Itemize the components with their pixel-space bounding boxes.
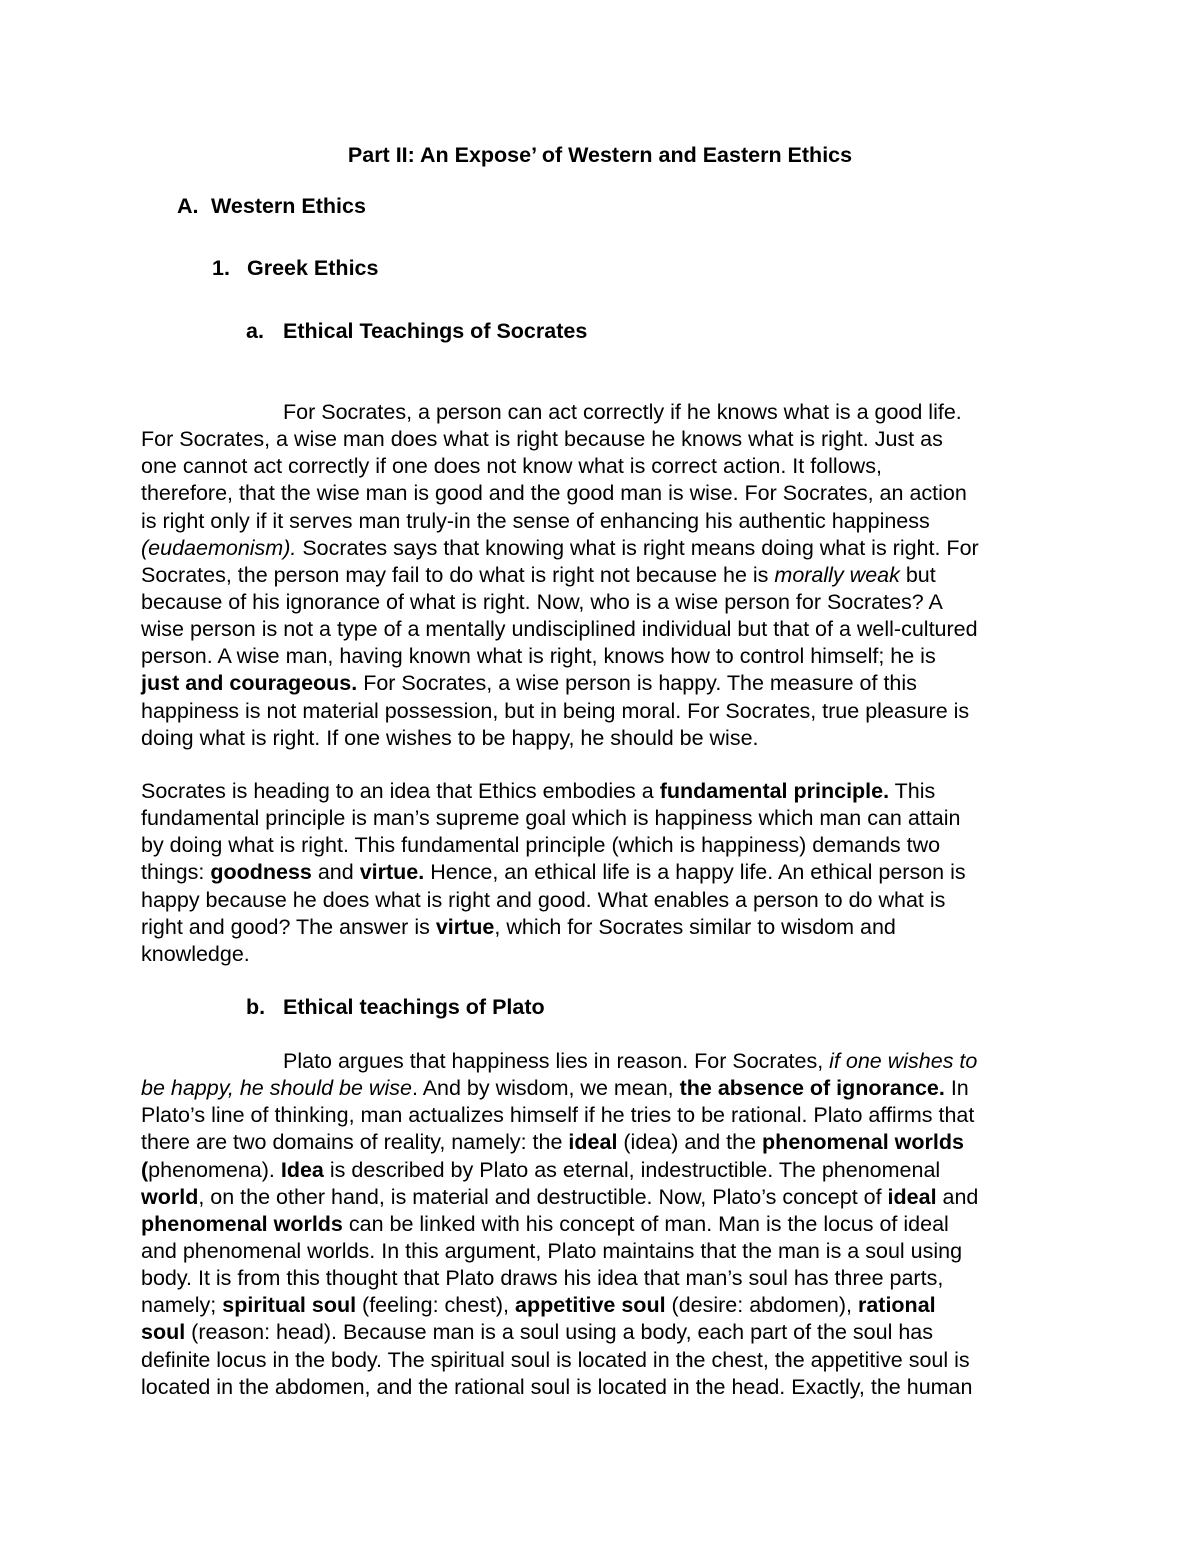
- italic-text: if one wishes to: [829, 1049, 978, 1073]
- bold-text: phenomenal worlds: [762, 1130, 964, 1155]
- text-run: wise person is not a type of a mentally undisciplined individual but that of a well-cultured: [141, 617, 978, 642]
- text-run: For Socrates, a person can act correctly if he knows what is a good life.: [283, 400, 962, 424]
- text-run: Plato argues that happiness lies in reason. For Socrates,: [283, 1049, 830, 1073]
- text-line: [141, 1129, 1061, 1156]
- text-run: located in the abdomen, and the rational soul is located in the head. Exactly, the human: [141, 1374, 973, 1399]
- text-run: , which for Socrates similar to wisdom and: [494, 914, 896, 939]
- bold-text: virtue: [435, 914, 495, 939]
- text-run: For Socrates, a wise person is happy. The measure of this: [357, 671, 917, 696]
- bold-text: spiritual soul: [222, 1293, 357, 1318]
- text-run: This: [889, 779, 936, 803]
- text-line: [141, 1265, 1061, 1292]
- italic-text: be happy, he should be wise: [141, 1076, 412, 1101]
- text-line: [141, 670, 1061, 697]
- text-run: happiness is not material possession, but in being moral. For Socrates, true pleasure is: [141, 698, 970, 723]
- text-line: [141, 426, 1061, 453]
- bold-text: rational: [857, 1293, 936, 1318]
- text-run: In: [944, 1076, 969, 1101]
- text-line: [141, 859, 1061, 886]
- bold-text: soul: [141, 1320, 186, 1345]
- heading-text: Greek Ethics: [247, 256, 379, 280]
- text-run: is described by Plato as eternal, indestructible. The phenomenal: [323, 1157, 941, 1182]
- text-run: by doing what is right. This fundamental principle (which is happiness) demands two: [141, 833, 941, 858]
- text-run: and phenomenal worlds. In this argument, Plato maintains that the man is a soul using: [141, 1238, 963, 1263]
- heading-socrates: [246, 318, 587, 345]
- text-line: [141, 805, 1061, 832]
- text-run: (reason: head). Because man is a soul using a body, each part of the soul has: [185, 1320, 933, 1345]
- text-line: [141, 1184, 1061, 1211]
- text-run: Hence, an ethical life is a happy life. An ethical person is: [424, 860, 966, 885]
- text-line: [141, 1238, 1061, 1265]
- heading-text: Ethical teachings of Plato: [283, 995, 545, 1019]
- bold-text: fundamental principle.: [659, 779, 890, 803]
- italic-text: morally weak: [774, 562, 900, 587]
- heading-marker: A.: [177, 194, 199, 218]
- text-run: knowledge.: [141, 941, 250, 966]
- text-run: Plato’s line of thinking, man actualizes himself if he tries to be rational. Plato affirms that: [141, 1103, 975, 1128]
- text-line: [141, 725, 1061, 752]
- text-line: [141, 941, 1061, 968]
- text-run: fundamental principle is man’s supreme goal which is happiness which man can attain: [141, 806, 961, 831]
- text-run: definite locus in the body. The spiritual soul is located in the chest, the appetitive soul is: [141, 1347, 970, 1372]
- text-line: [141, 832, 1061, 859]
- text-run: there are two domains of reality, namely: the: [141, 1130, 569, 1155]
- heading-text: Western Ethics: [211, 194, 366, 218]
- text-run: doing what is right. If one wishes to be happy, he should be wise.: [141, 725, 759, 750]
- document-title: Part II: An Expose’ of Western and Eastern Ethics: [347, 143, 853, 167]
- heading-text: Ethical Teachings of Socrates: [283, 319, 588, 343]
- text-run: . And by wisdom, we mean,: [411, 1076, 680, 1101]
- text-line: [141, 1102, 1061, 1129]
- text-run: is right only if it serves man truly-in the sense of enhancing his authentic happiness: [141, 508, 930, 533]
- paragraph-socrates-1: [141, 399, 1061, 752]
- heading-marker: b.: [246, 995, 266, 1019]
- bold-text: just and courageous.: [141, 671, 358, 696]
- bold-text: the absence of ignorance.: [679, 1076, 945, 1101]
- text-line: [141, 698, 1061, 725]
- text-line: [141, 589, 1061, 616]
- text-run: therefore, that the wise man is good and the good man is wise. For Socrates, an action: [141, 481, 967, 506]
- text-run: (idea) and the: [617, 1130, 763, 1155]
- text-run: (feeling: chest),: [356, 1293, 516, 1318]
- italic-text: (eudaemonism).: [141, 535, 297, 560]
- bold-text: Idea: [280, 1157, 324, 1182]
- text-line: [141, 562, 1061, 589]
- heading-plato: [246, 994, 545, 1021]
- text-line: [141, 1319, 1061, 1346]
- text-run: right and good? The answer is: [141, 914, 436, 939]
- text-line: [141, 399, 1061, 426]
- text-run: and: [936, 1184, 979, 1209]
- text-run: person. A wise man, having known what is right, knows how to control himself; he is: [141, 644, 936, 669]
- bold-text: (: [141, 1157, 149, 1182]
- heading-western-ethics: [177, 193, 366, 220]
- text-line: [141, 535, 1061, 562]
- text-line: [141, 778, 1061, 805]
- bold-text: goodness: [210, 860, 312, 885]
- text-line: [141, 508, 1061, 535]
- text-line: [141, 616, 1061, 643]
- bold-text: appetitive soul: [515, 1293, 666, 1318]
- text-line: [141, 1211, 1061, 1238]
- paragraph-plato: [141, 1048, 1061, 1401]
- text-run: Socrates is heading to an idea that Ethics embodies a: [141, 779, 660, 803]
- text-line: [141, 1292, 1061, 1319]
- text-run: (desire: abdomen),: [665, 1293, 858, 1318]
- text-line: [141, 453, 1061, 480]
- heading-marker: 1.: [212, 256, 230, 280]
- text-line: [141, 1347, 1061, 1374]
- text-line: [141, 643, 1061, 670]
- text-run: but: [899, 562, 936, 587]
- text-run: namely;: [141, 1293, 223, 1318]
- text-run: and: [311, 860, 360, 885]
- bold-text: ideal: [887, 1184, 937, 1209]
- heading-marker: a.: [246, 319, 264, 343]
- text-line: [141, 1075, 1061, 1102]
- text-line: [141, 914, 1061, 941]
- text-run: things:: [141, 860, 211, 885]
- text-run: body. It is from this thought that Plato draws his idea that man’s soul has three parts,: [141, 1266, 944, 1291]
- text-run: For Socrates, a wise man does what is right because he knows what is right. Just as: [141, 427, 943, 452]
- text-line: [141, 1048, 1061, 1075]
- text-run: Socrates, the person may fail to do what is right not because he is: [141, 562, 775, 587]
- text-run: can be linked with his concept of man. Man is the locus of ideal: [342, 1211, 949, 1236]
- text-line: [141, 887, 1061, 914]
- text-line: [141, 1374, 1061, 1401]
- bold-text: world: [141, 1184, 199, 1209]
- text-line: [141, 1157, 1061, 1184]
- bold-text: virtue.: [359, 860, 425, 885]
- heading-greek-ethics: [212, 255, 378, 282]
- text-run: happy because he does what is right and good. What enables a person to do what is: [141, 887, 946, 912]
- bold-text: ideal: [568, 1130, 618, 1155]
- text-run: , on the other hand, is material and destructible. Now, Plato’s concept of: [198, 1184, 888, 1209]
- text-run: one cannot act correctly if one does not know what is correct action. It follows,: [141, 454, 882, 479]
- text-run: Socrates says that knowing what is right means doing what is right. For: [296, 535, 979, 560]
- text-line: [141, 480, 1061, 507]
- paragraph-socrates-2: [141, 778, 1061, 968]
- text-run: phenomena).: [148, 1157, 281, 1182]
- bold-text: phenomenal worlds: [141, 1211, 343, 1236]
- text-run: because of his ignorance of what is right. Now, who is a wise person for Socrates? A: [141, 589, 943, 614]
